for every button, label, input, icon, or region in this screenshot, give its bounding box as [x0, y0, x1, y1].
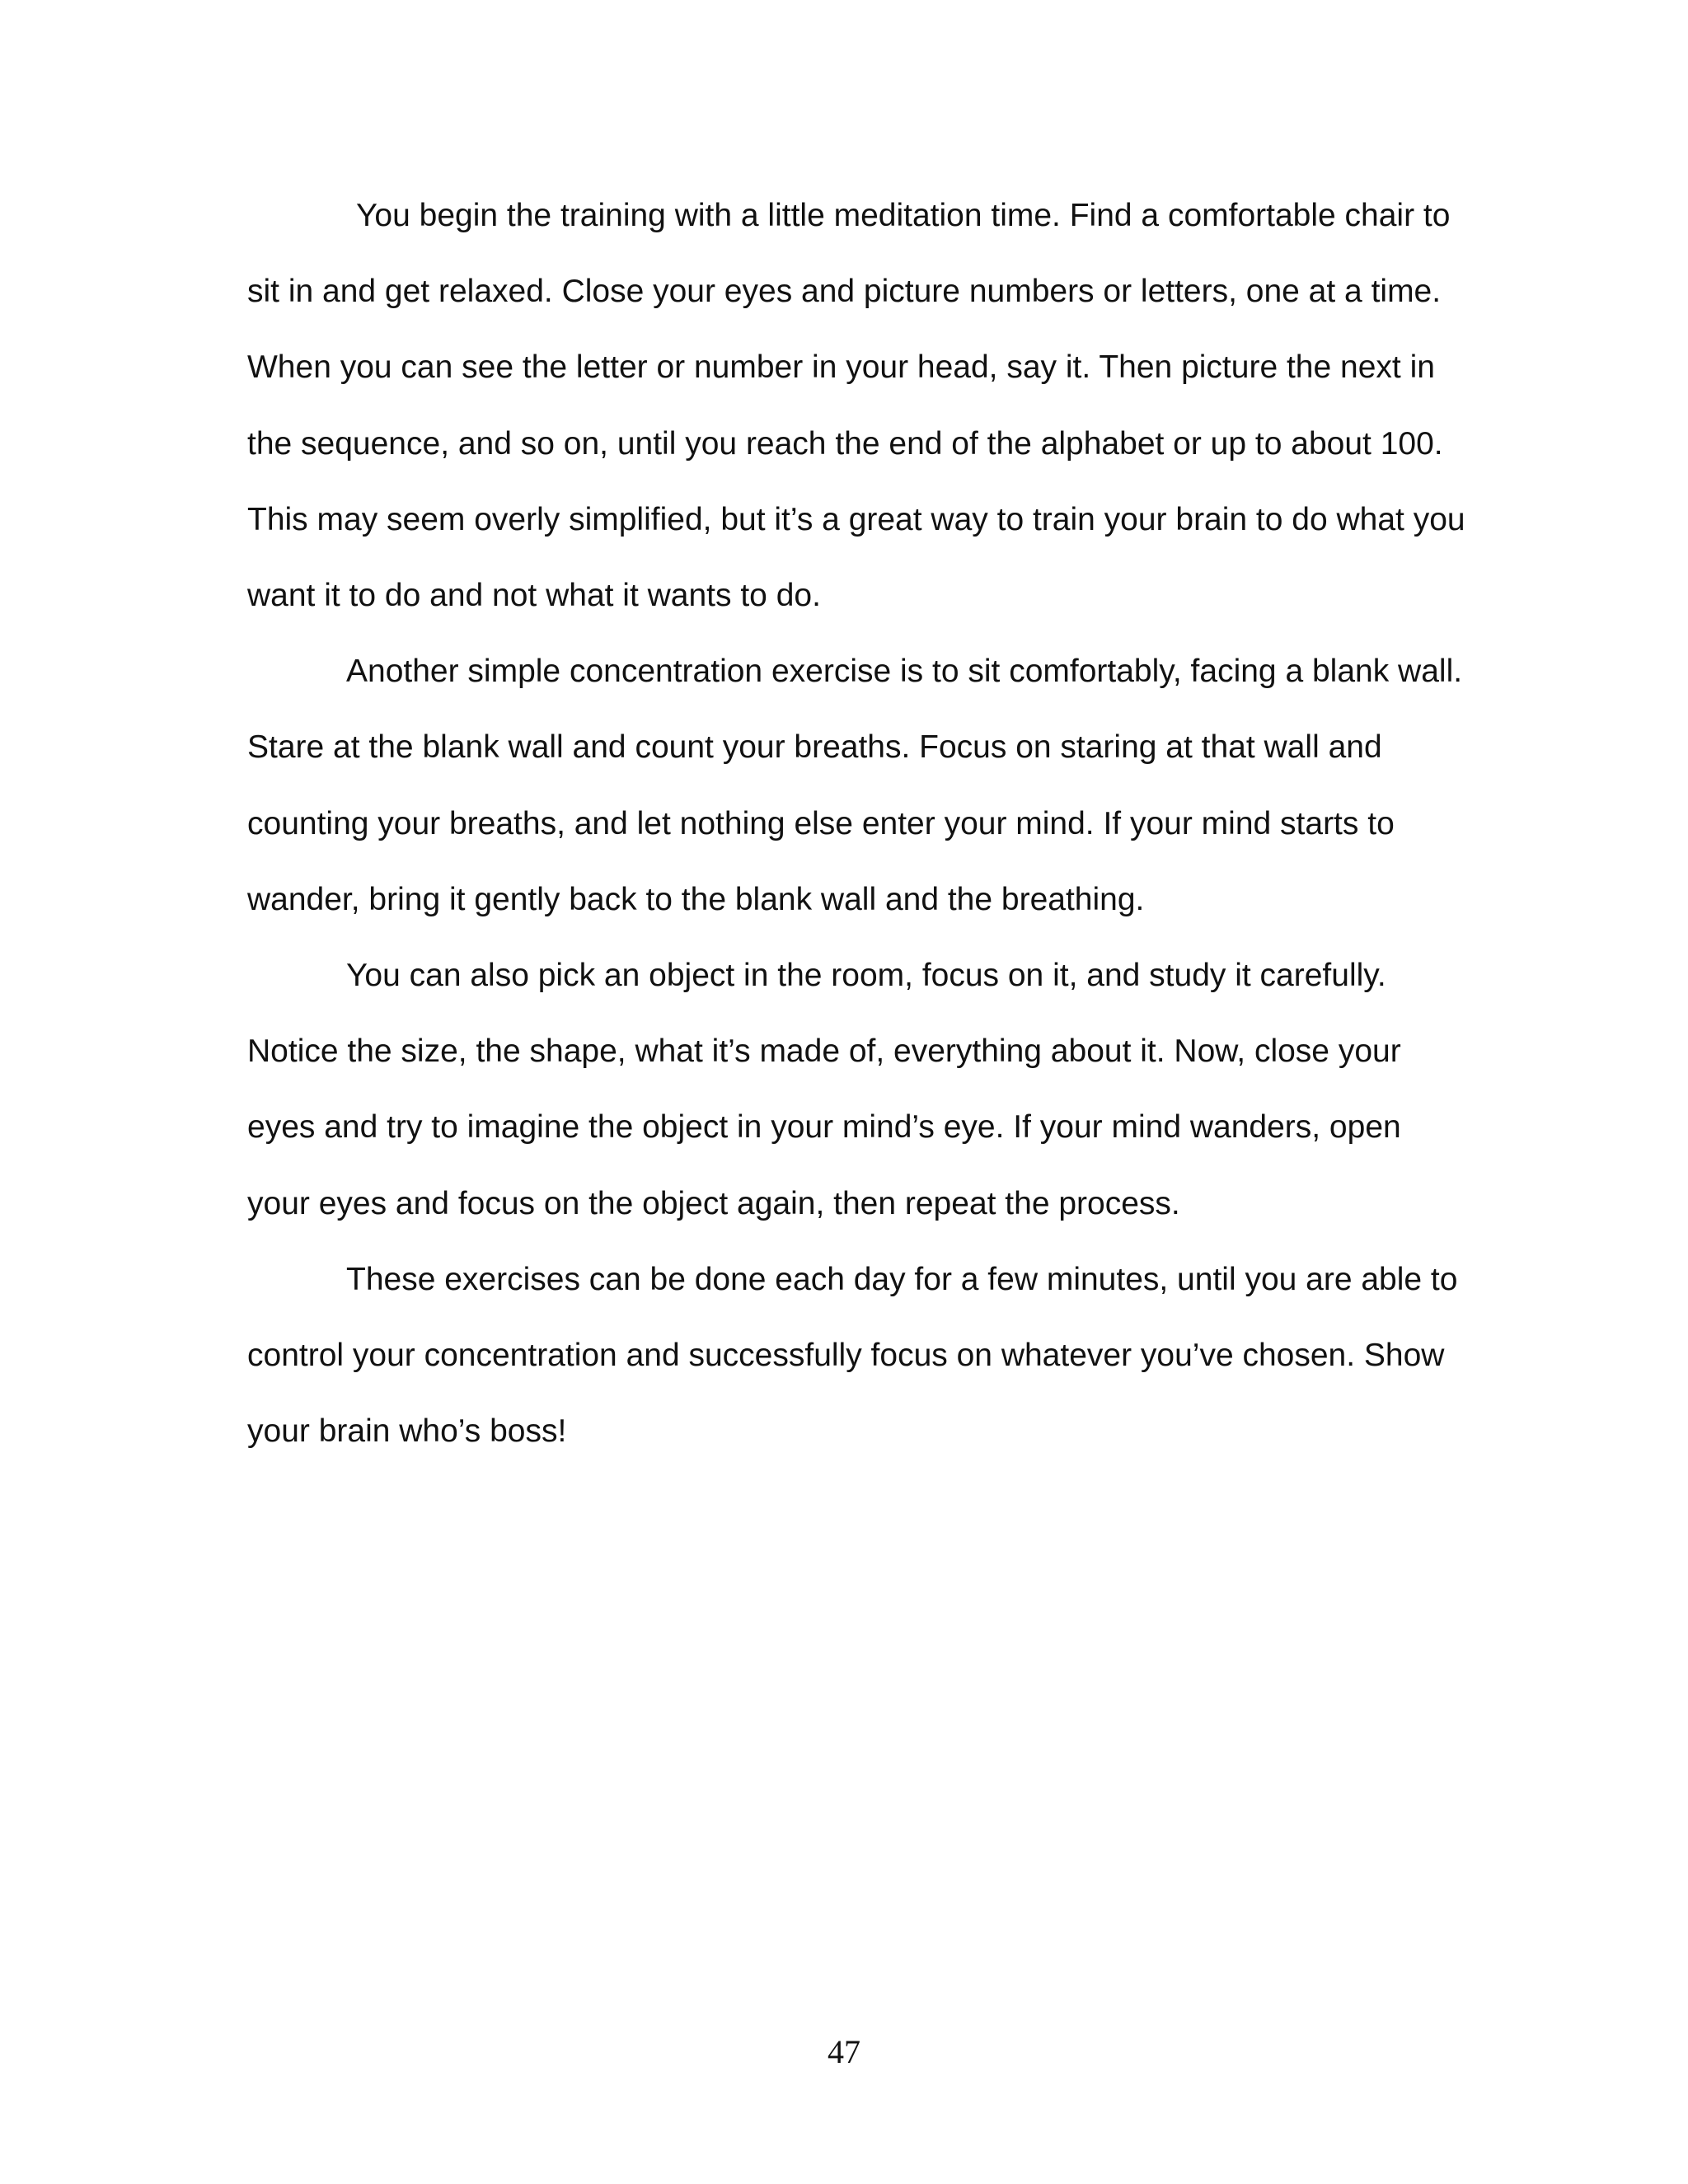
page-number: 47	[828, 2033, 860, 2070]
paragraph: Another simple concentration exercise is to sit comfortably, facing a blank wall. Stare at the blank wall and count your breaths. Focus on staring at that wall and counting your breaths, and let nothing else enter your mind. If your mind starts to wander, bring it gently back to the blank wall and the breathing.	[247, 654, 1463, 917]
paragraph: These exercises can be done each day for a few minutes, until you are able to control your concentration and successfully focus on whatever you’ve chosen. Show your brain who’s boss!	[247, 1261, 1458, 1450]
paragraph: You can also pick an object in the room, focus on it, and study it carefully. Notice the size, the shape, what it’s made of, everything about it. Now, close your eyes and try to imagine the object in your mind’s eye. If your mind wanders, open your eyes and focus on the object again, then repeat the process.	[247, 958, 1401, 1221]
paragraph: You begin the training with a little meditation time. Find a comfortable chair to sit in and get relaxed. Close your eyes and picture numbers or letters, one at a time. When you can see the letter or number in your head, say it. Then picture the next in the sequence, and so on, until you reach the end of the alphabet or up to about 100. This may seem overly simplified, but it’s a great way to train your brain to do what you want it to do and not what it wants to do.	[247, 198, 1465, 614]
body-text	[247, 178, 1467, 1469]
